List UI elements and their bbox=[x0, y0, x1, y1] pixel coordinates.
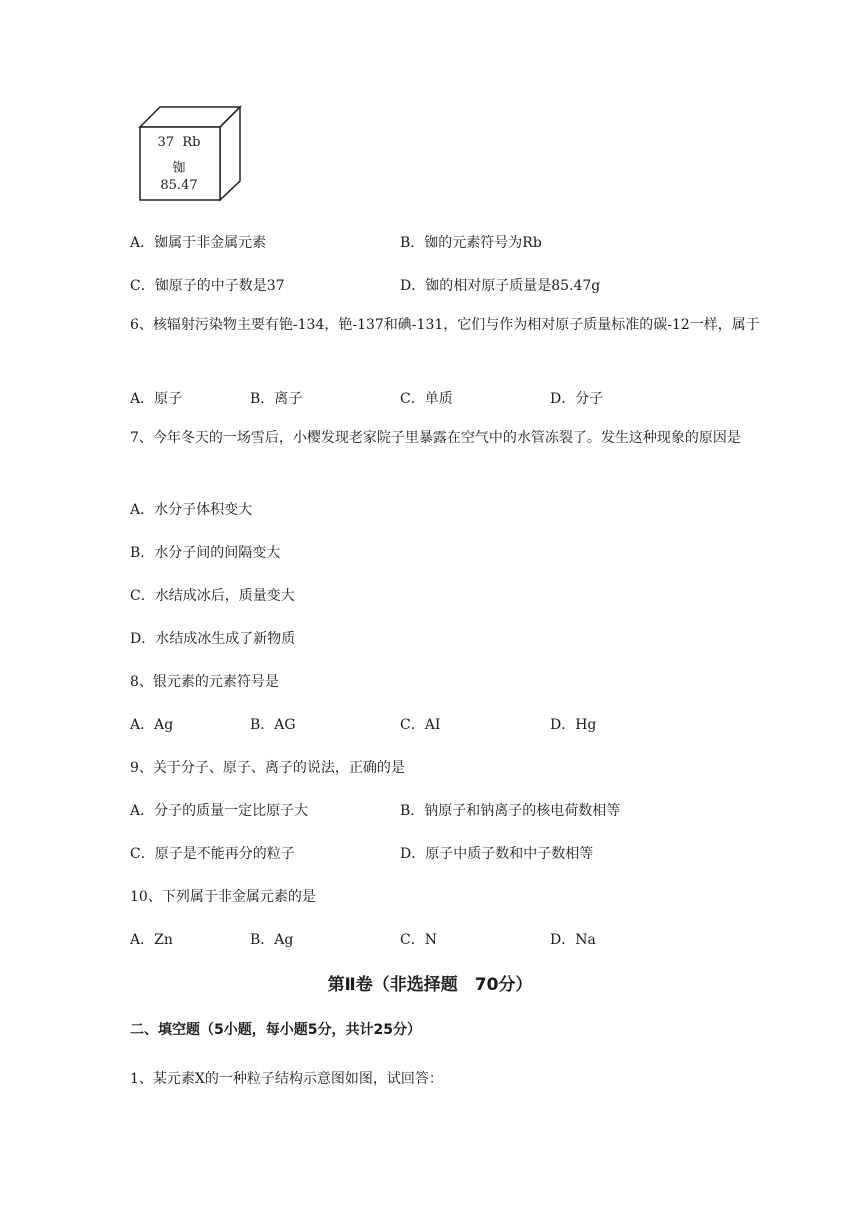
q10-option-a: A．Zn bbox=[130, 932, 173, 948]
element-card-rubidium bbox=[138, 105, 242, 201]
q9-option-a: A．分子的质量一定比原子大 bbox=[130, 803, 309, 819]
q9-stem: 9、关于分子、原子、离子的说法，正确的是 bbox=[130, 760, 405, 776]
q6-option-d: D．分子 bbox=[550, 391, 604, 407]
element-symbol: Rb bbox=[182, 135, 201, 150]
q8-option-c: C．AI bbox=[400, 717, 441, 733]
element-name: 铷 bbox=[172, 161, 186, 176]
q5-option-c: C．铷原子的中子数是37 bbox=[130, 278, 285, 294]
fill-in-q1-stem: 1、某元素X的一种粒子结构示意图如图，试回答： bbox=[130, 1071, 443, 1087]
q8-stem: 8、银元素的元素符号是 bbox=[130, 674, 279, 690]
q9-option-b: B．钠原子和钠离子的核电荷数相等 bbox=[400, 803, 621, 819]
q6-stem: 6、核辐射污染物主要有铯-134，铯-137和碘-131，它们与作为相对原子质量标准的碳-12一样，属于 bbox=[130, 317, 760, 333]
fill-in-section-heading: 二、填空题（5小题，每小题5分，共计25分） bbox=[130, 1022, 421, 1038]
q5-option-b: B．铷的元素符号为Rb bbox=[400, 235, 542, 251]
q5-option-a: A．铷属于非金属元素 bbox=[130, 235, 267, 251]
q6-option-c: C．单质 bbox=[400, 391, 453, 407]
part2-title: 第Ⅱ卷（非选择题 70分） bbox=[327, 975, 533, 995]
q7-option-c: C．水结成冰后，质量变大 bbox=[130, 588, 295, 604]
q7-option-a: A．水分子体积变大 bbox=[130, 502, 253, 518]
element-mass: 85.47 bbox=[160, 178, 198, 193]
q7-option-d: D．水结成冰生成了新物质 bbox=[130, 631, 296, 647]
q8-option-b: B．AG bbox=[250, 717, 296, 733]
q10-option-c: C．N bbox=[400, 932, 437, 948]
q6-option-a: A．原子 bbox=[130, 391, 183, 407]
q10-option-d: D．Na bbox=[550, 932, 596, 948]
element-number: 37 bbox=[157, 135, 175, 150]
q7-stem: 7、今年冬天的一场雪后，小樱发现老家院子里暴露在空气中的水管冻裂了。发生这种现象的原因是 bbox=[130, 430, 741, 446]
q10-stem: 10、下列属于非金属元素的是 bbox=[130, 889, 316, 905]
q8-option-a: A．Ag bbox=[130, 717, 174, 733]
q8-option-d: D．Hg bbox=[550, 717, 597, 733]
q10-option-b: B．Ag bbox=[250, 932, 294, 948]
q7-option-b: B．水分子间的间隔变大 bbox=[130, 545, 281, 561]
q5-option-d: D．铷的相对原子质量是85.47g bbox=[400, 278, 601, 294]
q9-option-d: D．原子中质子数和中子数相等 bbox=[400, 846, 594, 862]
q9-option-c: C．原子是不能再分的粒子 bbox=[130, 846, 295, 862]
element-number-symbol bbox=[138, 135, 220, 150]
q6-option-b: B．离子 bbox=[250, 391, 303, 407]
